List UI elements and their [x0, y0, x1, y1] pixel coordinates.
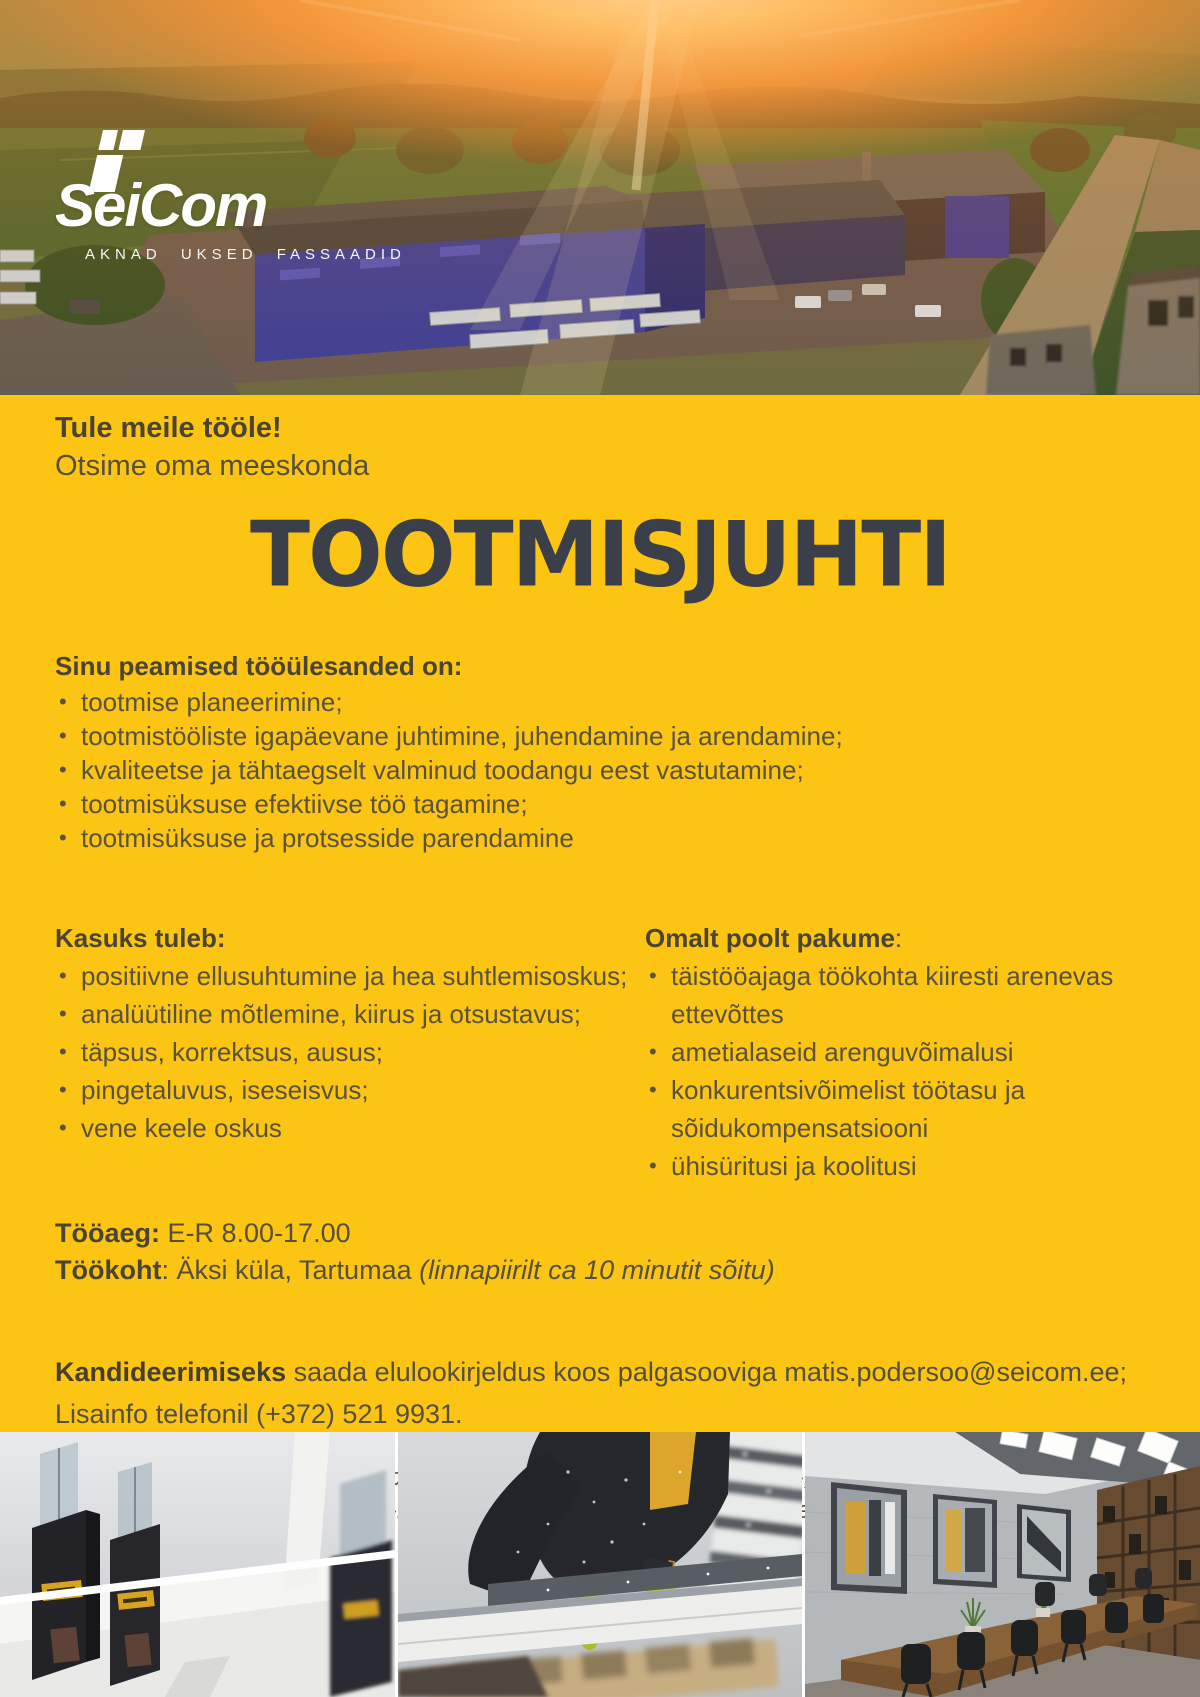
hero-aerial-factory-photo — [0, 0, 1200, 395]
plus-item: • vene keele oskus — [55, 1109, 645, 1147]
pluses-section — [55, 921, 645, 1185]
offer-heading — [645, 921, 1125, 955]
task-item: • tootmisüksuse efektiivse töö tagamine; — [55, 787, 1145, 821]
pluses-heading: Kasuks tuleb: — [55, 923, 226, 953]
logo-wordmark: SeiCom — [55, 172, 267, 239]
photo-meeting-room — [805, 1432, 1200, 1697]
photo-strip — [0, 1432, 1200, 1697]
tasks-section — [55, 649, 1145, 855]
job-ad-body — [0, 395, 1200, 1432]
offer-list — [645, 957, 1125, 1185]
pluses-list — [55, 957, 645, 1147]
tasks-heading: Sinu peamised tööülesanded on: — [55, 651, 463, 681]
plus-item: • pingetaluvus, iseseisvus; — [55, 1071, 645, 1109]
task-item: • kvaliteetse ja tähtaegselt valminud toodangu eest vastutamine; — [55, 753, 1145, 787]
tasks-list — [55, 685, 1145, 855]
photo-window-profile-samples — [0, 1432, 395, 1697]
offer-item: • täistööajaga töökohta kiiresti arenevas ettevõttes — [645, 957, 1125, 1033]
workplace-label: Töökoht — [55, 1255, 162, 1285]
workplace-line — [55, 1252, 1145, 1289]
apply-section — [55, 1351, 1145, 1435]
workplace-note: (linnapiirilt ca 10 minutit sõitu) — [419, 1255, 775, 1285]
workplace-value: : Äksi küla, Tartumaa — [161, 1255, 420, 1285]
seicom-logo — [55, 130, 406, 263]
plus-item: • positiivne ellusuhtumine ja hea suhtlemisoskus; — [55, 957, 645, 995]
intro-subline: Otsime oma meeskonda — [55, 450, 370, 482]
plus-item: • analüütiline mõtlemine, kiirus ja otsustavus; — [55, 995, 645, 1033]
worktime-label: Tööaeg: — [55, 1218, 160, 1248]
job-title: TOOTMISJUHTI — [250, 501, 950, 608]
worktime-value: E-R 8.00-17.00 — [160, 1218, 351, 1248]
intro-headline: Tule meile tööle! — [55, 412, 282, 444]
offer-heading-colon: : — [894, 923, 903, 953]
logo-tagline: AKNAD UKSED FASSAADID — [85, 246, 406, 263]
work-details — [55, 1215, 1145, 1289]
offer-heading-bold: Omalt poolt pakume — [645, 923, 895, 953]
meeting-room-illustration — [805, 1432, 1200, 1697]
plus-item: • täpsus, korrektsus, ausus; — [55, 1033, 645, 1071]
task-item: • tootmisüksuse ja protsesside parendamine — [55, 821, 1145, 855]
window-assembly-illustration — [398, 1432, 802, 1697]
apply-rest: saada elulookirjeldus koos palgasooviga matis.podersoo@seicom.ee; — [286, 1357, 1127, 1387]
offer-item: • ühisüritusi ja koolitusi — [645, 1147, 1125, 1185]
offer-item: • ametialaseid arenguvõimalusi — [645, 1033, 1125, 1071]
worktime-line — [55, 1215, 1145, 1252]
offer-item: • konkurentsivõimelist töötasu ja sõidukompensatsiooni — [645, 1071, 1125, 1147]
task-item: • tootmise planeerimine; — [55, 685, 1145, 719]
offer-section — [645, 921, 1125, 1185]
window-profiles-illustration — [0, 1432, 395, 1697]
apply-info-line: Lisainfo telefonil (+372) 521 9931. — [55, 1399, 463, 1429]
photo-window-assembly-worker — [398, 1432, 802, 1697]
apply-line — [55, 1351, 1145, 1393]
task-item: • tootmistööliste igapäevane juhtimine, juhendamine ja arendamine; — [55, 719, 1145, 753]
two-column-section — [55, 921, 1145, 1185]
apply-lead: Kandideerimiseks — [55, 1357, 287, 1387]
